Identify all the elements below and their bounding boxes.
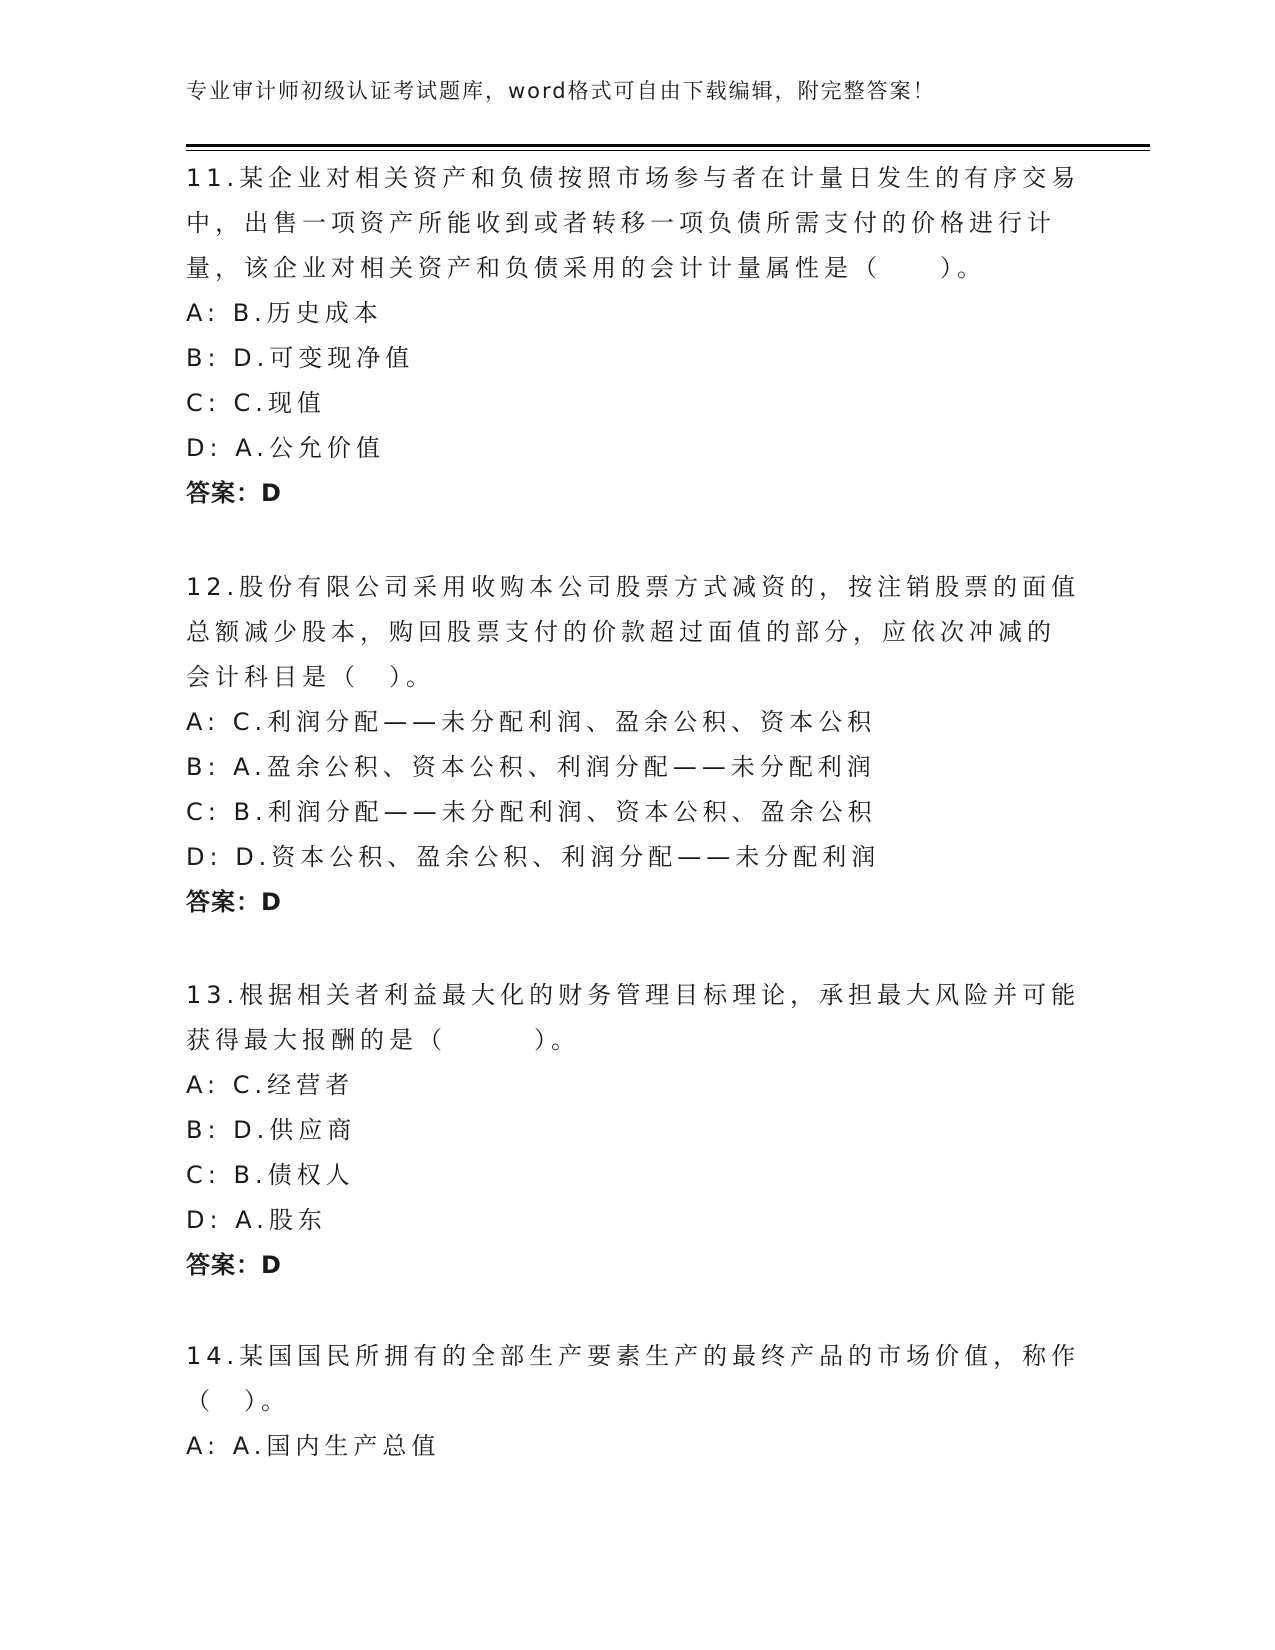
page-header: 专业审计师初级认证考试题库，word格式可自由下载编辑，附完整答案！ [186,79,936,103]
option-b: B: D.可变现净值 [186,344,415,372]
question-stem-line: （ ）。 [186,1387,290,1415]
question-stem-line: 11.某企业对相关资产和负债按照市场参与者在计量日发生的有序交易 [186,164,1081,192]
question-stem-line: 14.某国国民所拥有的全部生产要素生产的最终产品的市场价值，称作 [186,1342,1081,1370]
option-d: D: A.股东 [186,1206,327,1234]
answer-line [186,471,1086,516]
answer-value: D [261,1251,282,1279]
option-a: A: B.历史成本 [186,299,383,327]
header-rule-thick [186,144,1150,147]
option-a: A: A.国内生产总值 [186,1432,441,1460]
answer-label: 答案： [186,1251,261,1279]
header-rule-thin [186,150,1150,151]
question-stem-line: 量，该企业对相关资产和负债采用的会计计量属性是（ ）。 [186,254,986,282]
question-stem-line: 会计科目是（ ）。 [186,663,435,691]
question-stem-line: 13.根据相关者利益最大化的财务管理目标理论，承担最大风险并可能 [186,981,1081,1009]
option-c: C: B.利润分配——未分配利润、资本公积、盈余公积 [186,798,877,826]
option-d: D: A.公允价值 [186,434,385,462]
question-stem-line: 获得最大报酬的是（ ）。 [186,1026,580,1054]
answer-value: D [261,888,282,916]
question-14 [186,1334,1086,1469]
option-b: B: D.供应商 [186,1116,357,1144]
question-11 [186,156,1086,516]
option-a: A: C.利润分配——未分配利润、盈余公积、资本公积 [186,708,877,736]
option-a: A: C.经营者 [186,1071,355,1099]
answer-line [186,1243,1086,1288]
answer-value: D [261,479,282,507]
question-stem-line: 12.股份有限公司采用收购本公司股票方式减资的，按注销股票的面值 [186,573,1081,601]
answer-label: 答案： [186,479,261,507]
option-b: B: A.盈余公积、资本公积、利润分配——未分配利润 [186,753,876,781]
question-12 [186,565,1086,925]
question-stem-line: 中，出售一项资产所能收到或者转移一项负债所需支付的价格进行计 [186,209,1056,237]
option-c: C: C.现值 [186,389,326,417]
option-d: D: D.资本公积、盈余公积、利润分配——未分配利润 [186,843,881,871]
question-13 [186,973,1086,1288]
answer-line [186,880,1086,925]
option-c: C: B.债权人 [186,1161,355,1189]
question-stem-line: 总额减少股本，购回股票支付的价款超过面值的部分，应依次冲减的 [186,618,1056,646]
answer-label: 答案： [186,888,261,916]
